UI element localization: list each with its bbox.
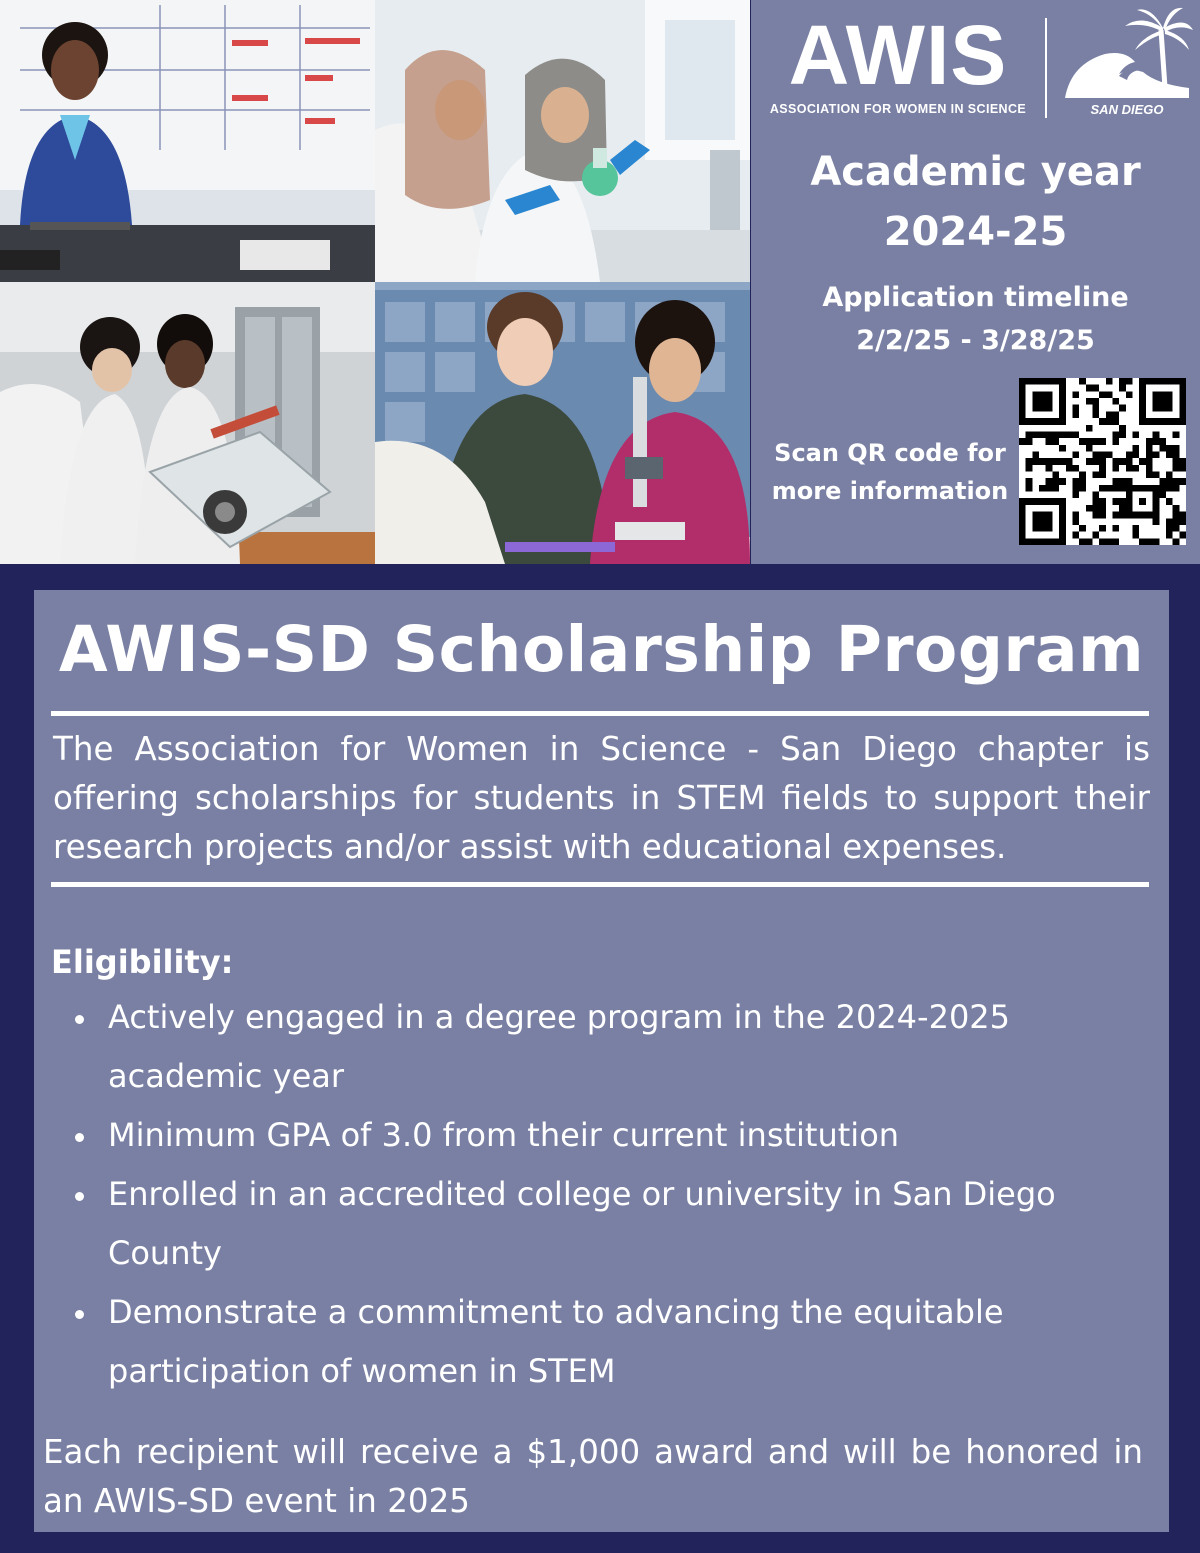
timeline-label: Application timeline: [822, 282, 1129, 313]
qr-caption: [759, 434, 1021, 510]
program-intro: The Association for Women in Science - San Diego chapter is offering scholarships for students in STEM fields to support their research projects and/or assist with educational expenses.: [53, 730, 1150, 866]
divider-bottom: [51, 882, 1149, 887]
qr-code[interactable]: [1019, 378, 1186, 545]
application-timeline: [751, 276, 1200, 362]
palm-wave-icon: [1061, 6, 1193, 102]
logo-divider: [1045, 18, 1047, 118]
logo-chapter: SAN DIEGO: [1090, 102, 1164, 117]
eligibility-item-text: Minimum GPA of 3.0 from their current institution: [108, 1116, 900, 1154]
eligibility-item: [51, 1106, 1131, 1165]
academic-year-value: 2024-25: [883, 209, 1068, 255]
bullet-icon: [75, 1133, 84, 1142]
program-title: AWIS-SD Scholarship Program: [58, 613, 1145, 686]
award-statement: Each recipient will receive a $1,000 award and will be honored in an AWIS-SD event in 2025: [43, 1433, 1143, 1520]
qr-caption-line1: Scan QR code for: [774, 439, 1006, 467]
eligibility-item: [51, 988, 1131, 1106]
qr-caption-line2: more information: [771, 477, 1009, 505]
academic-year: [751, 142, 1200, 262]
eligibility-list: [51, 988, 1131, 1401]
awis-logo: [763, 10, 1033, 116]
academic-year-label: Academic year: [810, 149, 1141, 195]
scholarship-card: [34, 590, 1169, 1532]
timeline-dates: 2/2/25 - 3/28/25: [856, 325, 1095, 356]
eligibility-item: [51, 1283, 1131, 1401]
info-panel: [751, 0, 1200, 564]
photo-students-microscope: [375, 282, 750, 564]
divider-top: [51, 711, 1149, 716]
bullet-icon: [75, 1310, 84, 1319]
logo-title: AWIS: [788, 8, 1008, 102]
bullet-icon: [75, 1192, 84, 1201]
eligibility-item: [51, 1165, 1131, 1283]
photo-teacher-whiteboard: [0, 0, 375, 282]
photo-students-robot: [0, 282, 375, 564]
eligibility-item-text: Enrolled in an accredited college or university in San Diego County: [108, 1175, 1056, 1272]
eligibility-heading: Eligibility:: [51, 943, 234, 981]
photo-lab-students-flask: [375, 0, 750, 282]
eligibility-item-text: Demonstrate a commitment to advancing the equitable participation of women in STEM: [108, 1293, 1004, 1390]
eligibility-item-text: Actively engaged in a degree program in the 2024-2025 academic year: [108, 998, 1011, 1095]
bullet-icon: [75, 1015, 84, 1024]
logo-subtitle: ASSOCIATION FOR WOMEN IN SCIENCE: [769, 102, 1027, 116]
